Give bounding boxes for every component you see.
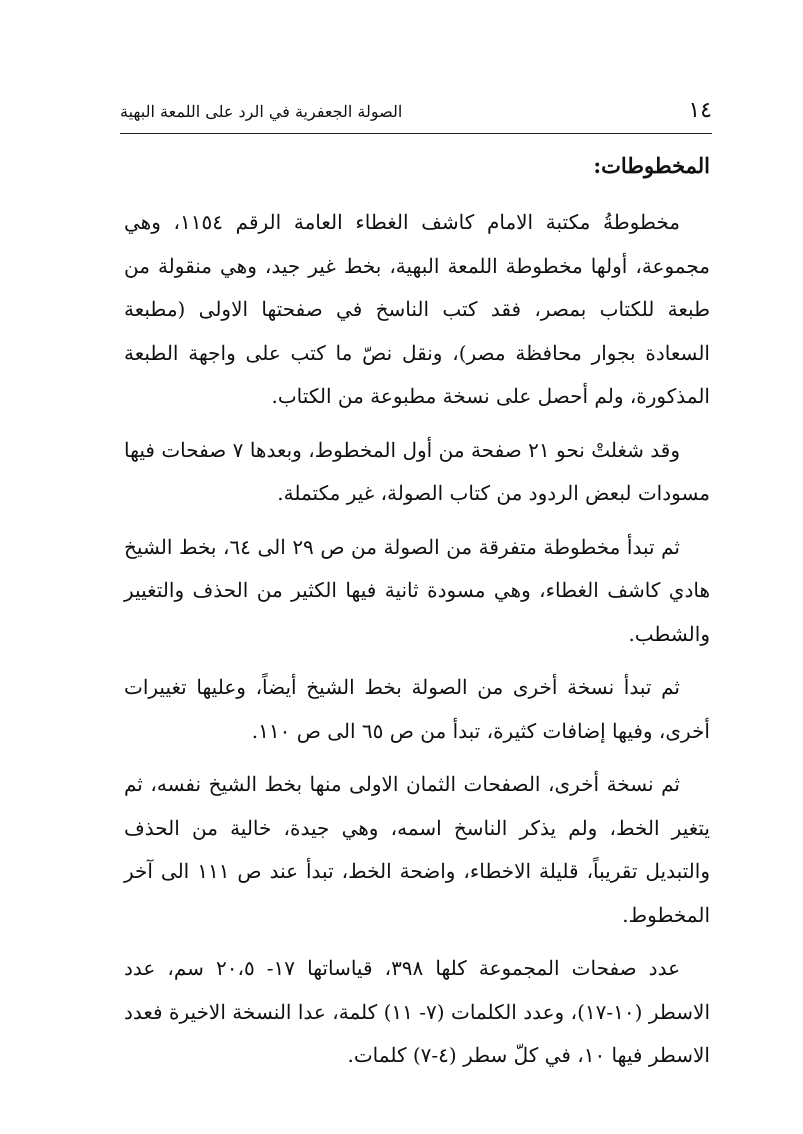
paragraph-third-copy: ثم نسخة أخرى، الصفحات الثمان الاولى منها بخط الشيخ نفسه، ثم يتغير الخط، ولم يذكر الناسخ اسمه، وهي جيدة، خالية من الحذف والتبديل تقريباً، قليلة الاخطاء، واضحة الخط، تبدأ عند ص ١١١ الى آخر المخطوط. [124,772,710,927]
main-content [124,144,710,1088]
paragraph-manuscript-description: مخطوطةُ مكتبة الامام كاشف الغطاء العامة الرقم ١١٥٤، وهي مجموعة، أولها مخطوطة اللمعة البهية، بخط غير جيد، وهي منقولة من طبعة للكتاب بمصر، فقد كتب الناسخ في صفحتها الاولى (مطبعة السعادة بجوار محافظة مصر)، ونقل نصّ ما كتب على واجهة الطبعة المذكورة، ولم أحصل على نسخة مطبوعة من الكتاب. [124,210,710,408]
paragraph-collection-stats: عدد صفحات المجموعة كلها ٣٩٨، قياساتها ١٧- ٢٠،٥ سم، عدد الاسطر (١٠-١٧)، وعدد الكلمات (٧- ١١) كلمة، عدا النسخة الاخيرة فعدد الاسطر فيها ١٠، في كلّ سطر (٤-٧) كلمات. [124,956,711,1067]
running-title: الصولة الجعفرية في الرد على اللمعة البهية [120,102,403,121]
paragraph-draft-manuscript: ثم تبدأ مخطوطة متفرقة من الصولة من ص ٢٩ الى ٦٤، بخط الشيخ هادي كاشف الغطاء، وهي مسودة ثانية فيها الكثير من الحذف والتغيير والشطب. [124,534,710,646]
section-heading: المخطوطات: [593,153,710,178]
paragraph-second-copy: ثم تبدأ نسخة أخرى من الصولة بخط الشيخ أيضاً، وعليها تغييرات أخرى، وفيها إضافات كثيرة، تبدأ من ص ٦٥ الى ص ١١٠. [124,675,710,743]
header-divider [120,133,712,134]
page-header [120,96,712,132]
paragraph-first-pages: وقد شغلتْ نحو ٢١ صفحة من أول المخطوط، وبعدها ٧ صفحات فيها مسودات لبعض الردود من كتاب الصولة، غير مكتملة. [124,437,710,505]
page-number: ١٤ [688,98,712,123]
